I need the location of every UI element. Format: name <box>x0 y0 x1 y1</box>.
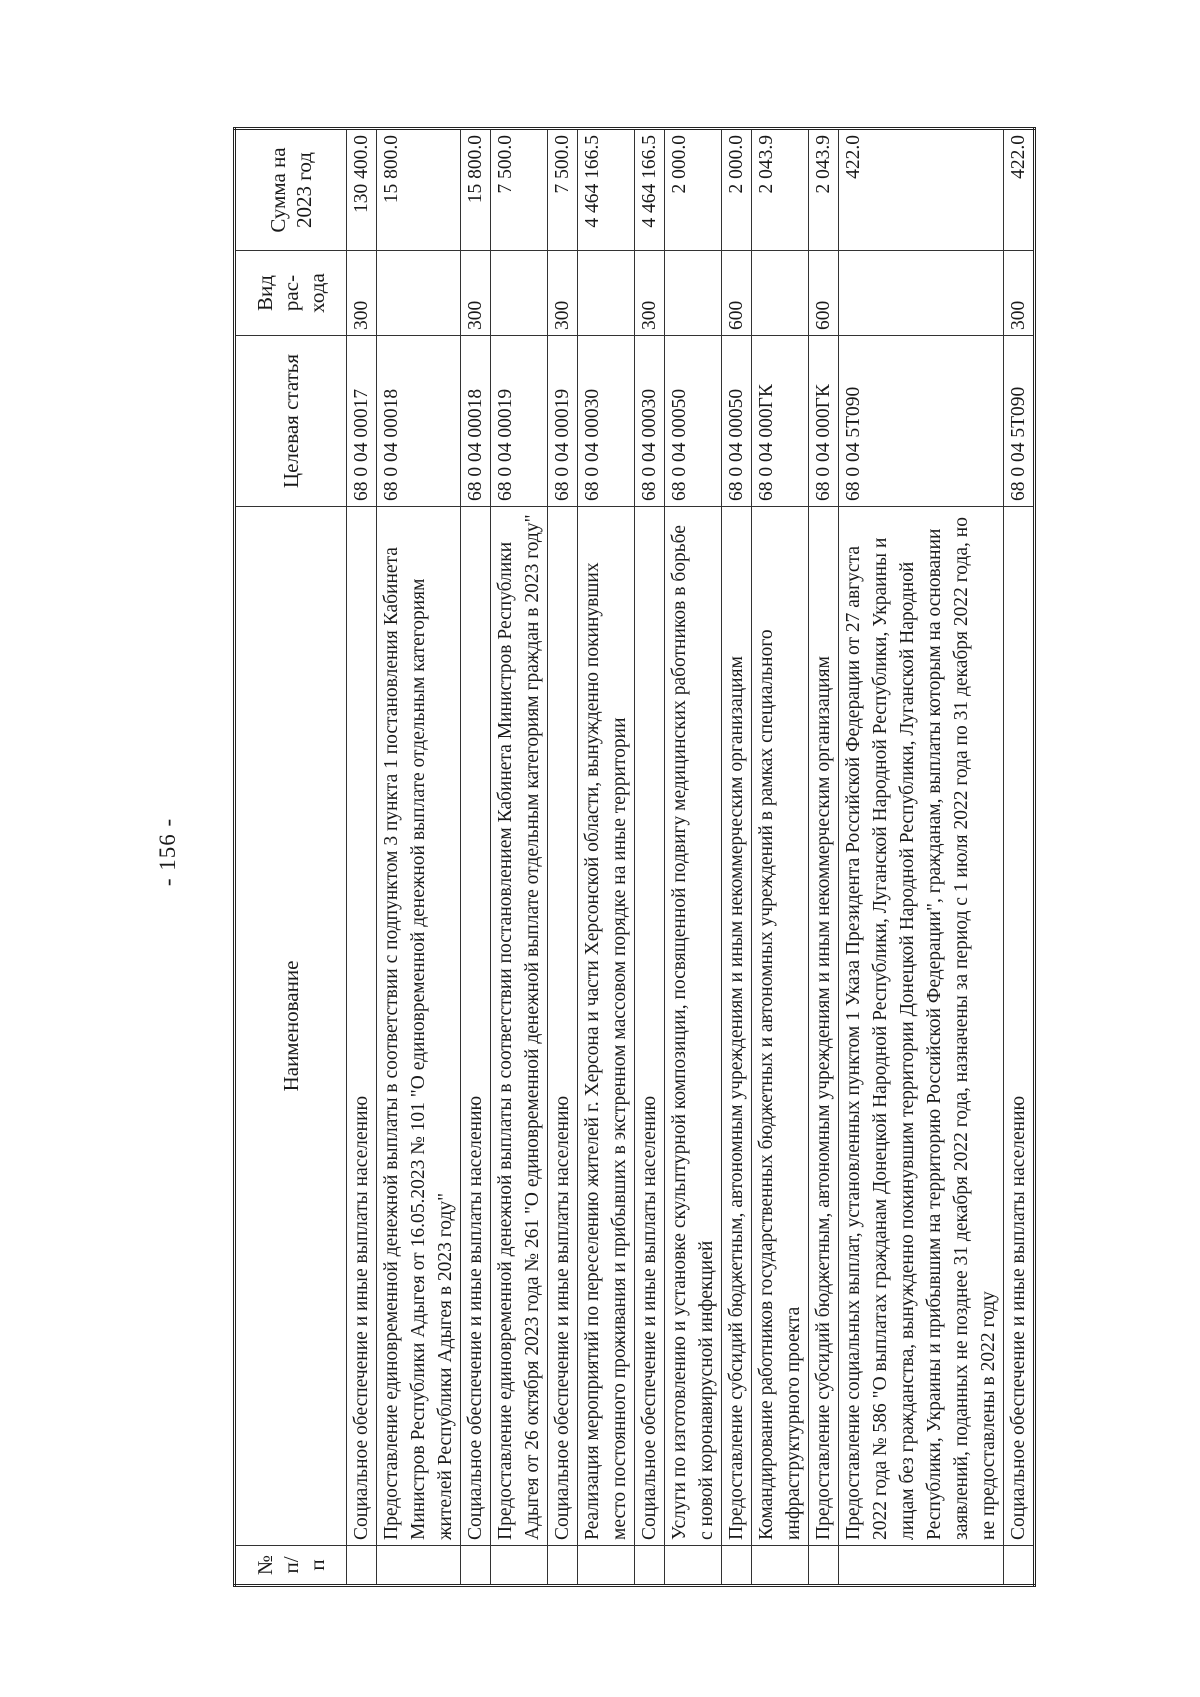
row-sum: 15 800.0 <box>461 129 491 251</box>
row-num <box>491 1546 548 1586</box>
row-name: Реализация мероприятий по переселению жителей г. Херсона и части Херсонской области, вынужденно покинувших место постоянного проживания и прибывших в экстренном массовом порядке на иные территории <box>578 507 635 1546</box>
header-num: № п/п <box>235 1546 347 1586</box>
row-name: Социальное обеспечение и иные выплаты населению <box>347 507 377 1546</box>
table-row <box>839 129 1004 1586</box>
header-sum: Сумма на 2023 год <box>235 129 347 251</box>
table-row <box>665 129 722 1586</box>
table-body <box>347 129 1035 1586</box>
row-sum: 130 400.0 <box>347 129 377 251</box>
row-name: Предоставление единовременной денежной выплаты в соответствии постановлением Кабинета Министров Республики Адыгея от 26 октября 2023 года № 261 "О единовременной денежной выплате отдельным категориям граждан в 2023 году" <box>491 507 548 1546</box>
row-sum: 4 464 166.5 <box>578 129 635 251</box>
row-sum: 2 000.0 <box>722 129 752 251</box>
table-row <box>1004 129 1035 1586</box>
row-code: 68 0 04 00050 <box>665 336 722 507</box>
row-name: Предоставление субсидий бюджетным, автономным учреждениям и иным некоммерческим организациям <box>722 507 752 1546</box>
row-name: Предоставление единовременной денежной выплаты в соответствии с подпунктом 3 пункта 1 постановления Кабинета Министров Республики Адыгея от 16.05.2023 № 101 "О единовременной денежной выплате отдельным категориям жителей Республики Адыгея в 2023 году" <box>377 507 461 1546</box>
row-type <box>839 251 1004 336</box>
row-num <box>752 1546 809 1586</box>
row-code: 68 0 04 00030 <box>578 336 635 507</box>
row-code: 68 0 04 000ГК <box>752 336 809 507</box>
row-type: 300 <box>1004 251 1035 336</box>
row-code: 68 0 04 000ГК <box>809 336 839 507</box>
row-code: 68 0 04 00030 <box>635 336 665 507</box>
row-num <box>1004 1546 1035 1586</box>
row-sum: 2 043.9 <box>809 129 839 251</box>
header-name: Наименование <box>235 507 347 1546</box>
table-row <box>809 129 839 1586</box>
row-name: Предоставление субсидий бюджетным, автономным учреждениям и иным некоммерческим организациям <box>809 507 839 1546</box>
row-type <box>578 251 635 336</box>
row-num <box>665 1546 722 1586</box>
row-name: Командирование работников государственных бюджетных и автономных учреждений в рамках специального инфраструктурного проекта <box>752 507 809 1546</box>
row-sum: 2 043.9 <box>752 129 809 251</box>
row-sum: 15 800.0 <box>377 129 461 251</box>
row-type <box>377 251 461 336</box>
row-name: Предоставление социальных выплат, установленных пунктом 1 Указа Президента Российской Федерации от 27 августа 2022 года № 586 "О выплатах гражданам Донецкой Народной Республики, Луганской Народной Республики, Украины и лицам без гражданства, вынужденно покинувшим территории Донецкой Народной Республики, Луганской Народной Республики, Украины и прибывшим на территорию Российской Федерации", гражданам, выплаты которым на основании заявлений, поданных не позднее 31 декабря 2022 года, назначены за период с 1 июля 2022 года по 31 декабря 2022 года, но не предоставлены в 2022 году <box>839 507 1004 1546</box>
rotated-page <box>125 107 1075 1597</box>
row-num <box>347 1546 377 1586</box>
table-row <box>578 129 635 1586</box>
row-num <box>377 1546 461 1586</box>
row-sum: 7 500.0 <box>548 129 578 251</box>
row-num <box>722 1546 752 1586</box>
row-code: 68 0 04 5Т090 <box>839 336 1004 507</box>
row-code: 68 0 04 00018 <box>461 336 491 507</box>
row-type: 600 <box>809 251 839 336</box>
row-code: 68 0 04 00017 <box>347 336 377 507</box>
row-num <box>461 1546 491 1586</box>
row-type <box>491 251 548 336</box>
table-row <box>377 129 461 1586</box>
row-num <box>839 1546 1004 1586</box>
row-sum: 7 500.0 <box>491 129 548 251</box>
row-code: 68 0 04 5Т090 <box>1004 336 1035 507</box>
row-sum: 2 000.0 <box>665 129 722 251</box>
row-name: Социальное обеспечение и иные выплаты населению <box>635 507 665 1546</box>
page-number: - 156 - <box>155 817 180 887</box>
row-num <box>548 1546 578 1586</box>
row-code: 68 0 04 00019 <box>491 336 548 507</box>
table-row <box>722 129 752 1586</box>
row-sum: 4 464 166.5 <box>635 129 665 251</box>
row-num <box>578 1546 635 1586</box>
header-type: Вид рас- хода <box>235 251 347 336</box>
row-type <box>665 251 722 336</box>
table-row <box>635 129 665 1586</box>
table-row <box>548 129 578 1586</box>
budget-table <box>233 127 1036 1587</box>
header-code: Целевая статья <box>235 336 347 507</box>
table-row <box>491 129 548 1586</box>
table-row <box>347 129 377 1586</box>
row-name: Социальное обеспечение и иные выплаты населению <box>1004 507 1035 1546</box>
row-sum: 422.0 <box>1004 129 1035 251</box>
row-type: 300 <box>347 251 377 336</box>
table-row <box>461 129 491 1586</box>
row-num <box>635 1546 665 1586</box>
row-code: 68 0 04 00018 <box>377 336 461 507</box>
row-type: 600 <box>722 251 752 336</box>
row-code: 68 0 04 00050 <box>722 336 752 507</box>
row-type: 300 <box>635 251 665 336</box>
row-type <box>752 251 809 336</box>
table-row <box>752 129 809 1586</box>
table-header-row <box>235 129 347 1586</box>
row-type: 300 <box>548 251 578 336</box>
row-name: Услуги по изготовлению и установке скульптурной композиции, посвященной подвигу медицинских работников в борьбе с новой коронавирусной инфекцией <box>665 507 722 1546</box>
row-type: 300 <box>461 251 491 336</box>
row-name: Социальное обеспечение и иные выплаты населению <box>548 507 578 1546</box>
row-code: 68 0 04 00019 <box>548 336 578 507</box>
row-sum: 422.0 <box>839 129 1004 251</box>
row-name: Социальное обеспечение и иные выплаты населению <box>461 507 491 1546</box>
row-num <box>809 1546 839 1586</box>
